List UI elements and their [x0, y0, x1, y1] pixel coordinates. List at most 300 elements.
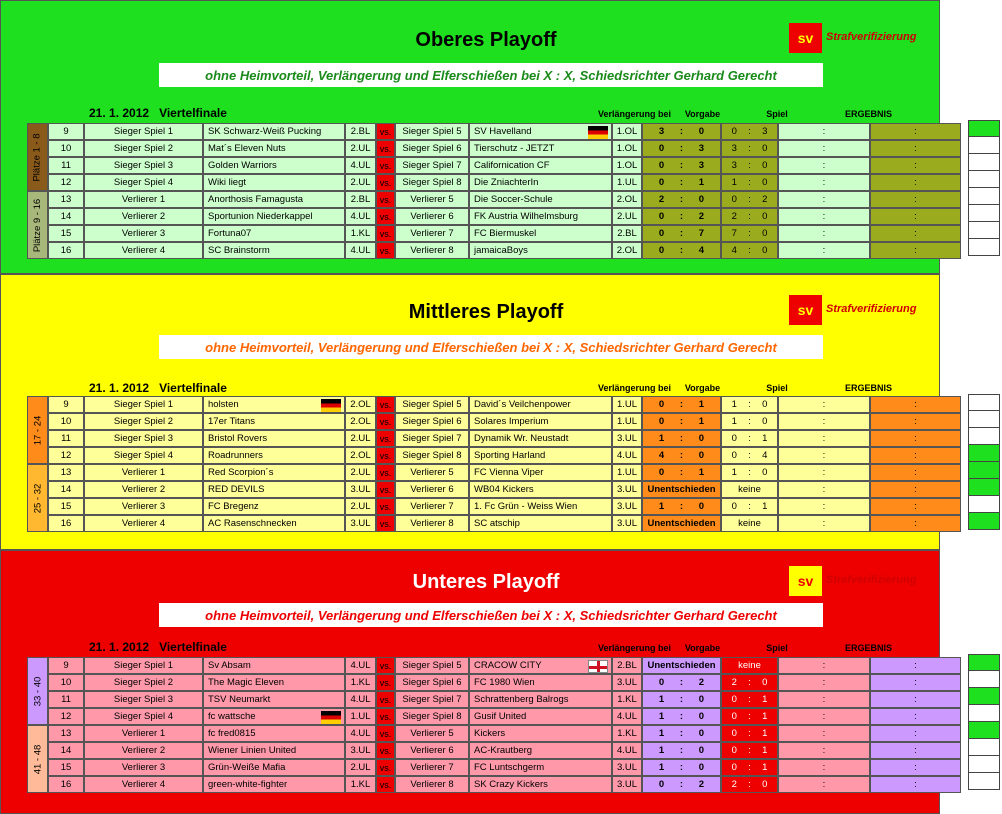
game-score-input[interactable]: : — [778, 396, 870, 413]
team-1-league: 4.UL — [345, 725, 376, 742]
handicap-away: 0 — [762, 245, 768, 256]
status-box[interactable] — [968, 722, 1000, 739]
match-number: 12 — [48, 174, 84, 191]
separator: : — [679, 694, 684, 705]
overtime-away: 0 — [698, 501, 705, 512]
match-row — [48, 481, 961, 498]
status-box[interactable] — [968, 120, 1000, 137]
team-2-name: Tierschutz - JETZT — [469, 140, 612, 157]
team-2-name: Die ZniachterIn — [469, 174, 612, 191]
status-box[interactable] — [968, 496, 1000, 513]
rules-subtitle: ohne Heimvorteil, Verlängerung und Elferschießen bei X : X, Schiedsrichter Gerhard Gerecht — [159, 603, 823, 627]
source-slot-1: Sieger Spiel 3 — [84, 691, 203, 708]
game-score-input[interactable]: : — [778, 776, 870, 793]
source-slot-1: Sieger Spiel 3 — [84, 430, 203, 447]
game-score-input[interactable]: : — [778, 759, 870, 776]
match-row — [48, 157, 961, 174]
match-row — [48, 498, 961, 515]
team-1-league: 2.BL — [345, 191, 376, 208]
handicap-home: 2 — [731, 211, 737, 222]
overtime-condition — [642, 140, 721, 157]
team-1-league: 1.KL — [345, 674, 376, 691]
team-2-name: SV Havelland — [469, 123, 612, 140]
team-2-name: FC Vienna Viper — [469, 464, 612, 481]
match-number: 12 — [48, 708, 84, 725]
overtime-condition — [642, 759, 721, 776]
source-slot-2: Verlierer 5 — [395, 191, 469, 208]
match-number: 11 — [48, 691, 84, 708]
overtime-away: 2 — [698, 677, 705, 688]
sidebar-range-bottom — [27, 725, 48, 793]
team-1-league: 4.UL — [345, 691, 376, 708]
overtime-home: 1 — [658, 501, 665, 512]
source-slot-2: Sieger Spiel 7 — [395, 430, 469, 447]
source-slot-1: Sieger Spiel 2 — [84, 140, 203, 157]
status-box[interactable] — [968, 137, 1000, 154]
result-cell[interactable]: : — [870, 742, 961, 759]
match-row — [48, 464, 961, 481]
handicap-home: 0 — [731, 762, 737, 773]
handicap-home: 1 — [731, 467, 737, 478]
separator: : — [748, 228, 751, 239]
handicap — [721, 464, 778, 481]
handicap-away: 2 — [762, 194, 768, 205]
team-1-name: green-white-fighter — [203, 776, 345, 793]
source-slot-2: Verlierer 7 — [395, 759, 469, 776]
result-cell[interactable]: : — [870, 140, 961, 157]
status-box[interactable] — [968, 222, 1000, 239]
handicap-home: 0 — [731, 728, 737, 739]
game-score-input[interactable]: : — [778, 174, 870, 191]
result-cell[interactable]: : — [870, 413, 961, 430]
status-box[interactable] — [968, 654, 1000, 671]
round-date: 21. 1. 2012 — [89, 106, 150, 120]
handicap — [721, 396, 778, 413]
status-box[interactable] — [968, 513, 1000, 530]
status-box[interactable] — [968, 462, 1000, 479]
result-cell[interactable]: : — [870, 157, 961, 174]
handicap-away: 3 — [762, 126, 768, 137]
game-score-input[interactable]: : — [778, 242, 870, 259]
team-2-league: 3.UL — [612, 776, 642, 793]
overtime-home: 0 — [658, 467, 665, 478]
team-2-league: 3.UL — [612, 515, 642, 532]
source-slot-2: Sieger Spiel 8 — [395, 708, 469, 725]
vs-label: vs. — [376, 430, 395, 447]
status-box[interactable] — [968, 756, 1000, 773]
overtime-home: 1 — [658, 728, 665, 739]
section-title: Mittleres Playoff — [408, 301, 564, 323]
match-number: 14 — [48, 208, 84, 225]
match-number: 9 — [48, 123, 84, 140]
status-box[interactable] — [968, 688, 1000, 705]
team-2-league: 3.UL — [612, 674, 642, 691]
team-1-name: Golden Warriors — [203, 157, 345, 174]
source-slot-2: Verlierer 6 — [395, 208, 469, 225]
game-score-input[interactable]: : — [778, 481, 870, 498]
vs-label: vs. — [376, 123, 395, 140]
match-row — [48, 447, 961, 464]
col-vorgabe: Vorgabe — [684, 383, 721, 393]
overtime-home: 1 — [658, 694, 665, 705]
match-number: 13 — [48, 464, 84, 481]
team-2-league: 1.UL — [612, 396, 642, 413]
overtime-away: 0 — [698, 450, 705, 461]
team-2-name: jamaicaBoys — [469, 242, 612, 259]
team-1-name: Mat´s Eleven Nuts — [203, 140, 345, 157]
sv-label: Strafverifizierung — [826, 303, 917, 315]
result-cell[interactable]: : — [870, 447, 961, 464]
overtime-condition — [642, 157, 721, 174]
vs-label: vs. — [376, 691, 395, 708]
team-2-league: 1.UL — [612, 174, 642, 191]
status-box[interactable] — [968, 411, 1000, 428]
source-slot-2: Verlierer 5 — [395, 464, 469, 481]
source-slot-1: Verlierer 2 — [84, 481, 203, 498]
team-2-league: 3.UL — [612, 430, 642, 447]
handicap — [721, 674, 778, 691]
team-2-name: WB04 Kickers — [469, 481, 612, 498]
sidebar-range-label: 25 - 32 — [32, 483, 44, 513]
source-slot-1: Verlierer 2 — [84, 208, 203, 225]
handicap-away: 1 — [762, 433, 768, 444]
source-slot-1: Sieger Spiel 1 — [84, 396, 203, 413]
team-1-name: 17er Titans — [203, 413, 345, 430]
separator: : — [679, 762, 684, 773]
sidebar-range-label: Plätze 1 - 8 — [32, 132, 43, 182]
separator: : — [748, 745, 751, 756]
match-row — [48, 225, 961, 242]
handicap — [721, 174, 778, 191]
match-row — [48, 430, 961, 447]
separator: : — [679, 399, 684, 410]
game-score-input[interactable]: : — [778, 742, 870, 759]
result-cell[interactable]: : — [870, 123, 961, 140]
game-score-input[interactable]: : — [778, 674, 870, 691]
source-slot-2: Sieger Spiel 6 — [395, 674, 469, 691]
team-1-name: Grün-Weiße Mafia — [203, 759, 345, 776]
overtime-home: 0 — [658, 416, 665, 427]
overtime-away: 1 — [698, 399, 705, 410]
handicap-home: 3 — [731, 143, 737, 154]
result-cell[interactable]: : — [870, 776, 961, 793]
status-box[interactable] — [968, 239, 1000, 256]
overtime-condition — [642, 123, 721, 140]
team-2-league: 3.UL — [612, 498, 642, 515]
game-score-input[interactable]: : — [778, 208, 870, 225]
handicap-away: 0 — [762, 677, 768, 688]
team-2-name: Die Soccer-Schule — [469, 191, 612, 208]
status-box[interactable] — [968, 154, 1000, 171]
source-slot-2: Sieger Spiel 8 — [395, 447, 469, 464]
col-spiel: Spiel — [766, 383, 788, 393]
handicap-home: 0 — [731, 745, 737, 756]
separator: : — [679, 501, 684, 512]
vs-label: vs. — [376, 515, 395, 532]
handicap-away: 1 — [762, 694, 768, 705]
status-box[interactable] — [968, 205, 1000, 222]
separator: : — [748, 160, 751, 171]
game-score-input[interactable]: : — [778, 657, 870, 674]
separator: : — [679, 126, 684, 137]
team-2-league: 1.KL — [612, 725, 642, 742]
overtime-condition — [642, 725, 721, 742]
source-slot-1: Sieger Spiel 2 — [84, 413, 203, 430]
source-slot-2: Verlierer 8 — [395, 242, 469, 259]
source-slot-2: Verlierer 7 — [395, 498, 469, 515]
source-slot-2: Verlierer 6 — [395, 742, 469, 759]
overtime-away: 0 — [698, 694, 705, 705]
handicap — [721, 759, 778, 776]
source-slot-1: Verlierer 4 — [84, 515, 203, 532]
overtime-condition — [642, 191, 721, 208]
team-2-league: 3.UL — [612, 481, 642, 498]
match-row — [48, 242, 961, 259]
separator: : — [748, 762, 751, 773]
game-score-input[interactable]: : — [778, 140, 870, 157]
team-2-league: 1.KL — [612, 691, 642, 708]
handicap: keine — [721, 481, 778, 498]
result-cell[interactable]: : — [870, 498, 961, 515]
team-2-league: 2.BL — [612, 657, 642, 674]
result-cell[interactable]: : — [870, 515, 961, 532]
game-score-input[interactable]: : — [778, 725, 870, 742]
separator: : — [679, 450, 684, 461]
vs-label: vs. — [376, 140, 395, 157]
vs-label: vs. — [376, 396, 395, 413]
game-score-input[interactable]: : — [778, 515, 870, 532]
source-slot-1: Verlierer 4 — [84, 242, 203, 259]
vs-label: vs. — [376, 708, 395, 725]
game-score-input[interactable]: : — [778, 498, 870, 515]
handicap — [721, 157, 778, 174]
overtime-home: 0 — [658, 177, 665, 188]
overtime-home: 0 — [658, 245, 665, 256]
handicap — [721, 742, 778, 759]
match-number: 16 — [48, 776, 84, 793]
result-cell[interactable]: : — [870, 242, 961, 259]
separator: : — [748, 399, 751, 410]
sv-label: Strafverifizierung — [826, 31, 917, 43]
team-1-name: SC Brainstorm — [203, 242, 345, 259]
team-2-name: Kickers — [469, 725, 612, 742]
col-ergebnis: ERGEBNIS — [844, 109, 892, 119]
match-row — [48, 123, 961, 140]
game-score-input[interactable]: : — [778, 447, 870, 464]
team-1-name: RED DEVILS — [203, 481, 345, 498]
playoff-section — [0, 274, 940, 550]
separator: : — [679, 194, 684, 205]
status-box-column — [968, 654, 1000, 790]
result-cell[interactable]: : — [870, 481, 961, 498]
handicap-home: 0 — [731, 711, 737, 722]
separator: : — [679, 467, 684, 478]
result-cell[interactable]: : — [870, 674, 961, 691]
col-verlaengerung: Verlängerung bei — [597, 109, 672, 119]
team-2-name: 1. Fc Grün - Weiss Wien — [469, 498, 612, 515]
handicap-away: 0 — [762, 160, 768, 171]
source-slot-1: Sieger Spiel 1 — [84, 123, 203, 140]
result-cell[interactable]: : — [870, 174, 961, 191]
handicap-away: 0 — [762, 779, 768, 790]
handicap — [721, 191, 778, 208]
match-row — [48, 208, 961, 225]
overtime-home: 0 — [658, 143, 665, 154]
source-slot-2: Sieger Spiel 5 — [395, 657, 469, 674]
result-cell[interactable]: : — [870, 396, 961, 413]
status-box[interactable] — [968, 773, 1000, 790]
overtime-condition: Unentschieden — [642, 657, 721, 674]
match-number: 16 — [48, 242, 84, 259]
status-box[interactable] — [968, 671, 1000, 688]
handicap-away: 4 — [762, 450, 768, 461]
game-score-input[interactable]: : — [778, 225, 870, 242]
overtime-home: 1 — [658, 711, 665, 722]
team-2-league: 1.OL — [612, 123, 642, 140]
vs-label: vs. — [376, 225, 395, 242]
team-2-league: 4.UL — [612, 447, 642, 464]
separator: : — [679, 160, 684, 171]
result-cell[interactable]: : — [870, 225, 961, 242]
team-1-name: Roadrunners — [203, 447, 345, 464]
game-score-input[interactable]: : — [778, 464, 870, 481]
overtime-home: 0 — [658, 677, 665, 688]
sv-logo: sv — [789, 23, 822, 53]
status-box[interactable] — [968, 394, 1000, 411]
team-1-name: Wiki liegt — [203, 174, 345, 191]
round-date: 21. 1. 2012 — [89, 640, 150, 654]
status-box[interactable] — [968, 188, 1000, 205]
handicap-away: 1 — [762, 501, 768, 512]
game-score-input[interactable]: : — [778, 413, 870, 430]
game-score-input[interactable]: : — [778, 691, 870, 708]
team-1-name: fc fred0815 — [203, 725, 345, 742]
separator: : — [748, 711, 751, 722]
team-2-name: Californication CF — [469, 157, 612, 174]
result-cell[interactable]: : — [870, 725, 961, 742]
team-1-name: Sv Absam — [203, 657, 345, 674]
team-2-league: 4.UL — [612, 742, 642, 759]
team-2-league: 2.OL — [612, 242, 642, 259]
status-box-column — [968, 120, 1000, 256]
match-row — [48, 396, 961, 413]
status-box[interactable] — [968, 479, 1000, 496]
overtime-home: 0 — [658, 399, 665, 410]
handicap: keine — [721, 515, 778, 532]
match-number: 14 — [48, 481, 84, 498]
england-flag-icon — [588, 660, 608, 673]
match-row — [48, 515, 961, 532]
source-slot-1: Sieger Spiel 1 — [84, 657, 203, 674]
team-1-league: 2.OL — [345, 413, 376, 430]
round-header — [89, 106, 227, 120]
handicap-away: 0 — [762, 143, 768, 154]
handicap-home: 0 — [731, 194, 737, 205]
game-score-input[interactable]: : — [778, 191, 870, 208]
team-1-name: Sportunion Niederkappel — [203, 208, 345, 225]
team-2-league: 2.OL — [612, 191, 642, 208]
overtime-home: 1 — [658, 433, 665, 444]
game-score-input[interactable]: : — [778, 123, 870, 140]
status-box[interactable] — [968, 739, 1000, 756]
separator: : — [748, 501, 751, 512]
handicap — [721, 430, 778, 447]
separator: : — [748, 779, 751, 790]
handicap: keine — [721, 657, 778, 674]
match-number: 11 — [48, 430, 84, 447]
result-cell[interactable]: : — [870, 191, 961, 208]
separator: : — [748, 143, 751, 154]
overtime-home: 0 — [658, 211, 665, 222]
team-1-league: 1.KL — [345, 776, 376, 793]
overtime-away: 2 — [698, 779, 705, 790]
match-row — [48, 725, 961, 742]
col-spiel: Spiel — [766, 643, 788, 653]
overtime-home: 0 — [658, 160, 665, 171]
handicap — [721, 413, 778, 430]
result-cell[interactable]: : — [870, 464, 961, 481]
rules-subtitle: ohne Heimvorteil, Verlängerung und Elferschießen bei X : X, Schiedsrichter Gerhard Gerecht — [159, 335, 823, 359]
col-ergebnis: ERGEBNIS — [844, 643, 892, 653]
separator: : — [748, 467, 751, 478]
handicap-away: 0 — [762, 416, 768, 427]
overtime-condition — [642, 413, 721, 430]
match-row — [48, 691, 961, 708]
team-1-league: 3.UL — [345, 515, 376, 532]
source-slot-1: Verlierer 4 — [84, 776, 203, 793]
result-cell[interactable]: : — [870, 208, 961, 225]
result-cell[interactable]: : — [870, 691, 961, 708]
team-2-name: Schrattenberg Balrogs — [469, 691, 612, 708]
status-box[interactable] — [968, 428, 1000, 445]
source-slot-1: Verlierer 3 — [84, 759, 203, 776]
separator: : — [748, 416, 751, 427]
overtime-away: 1 — [698, 416, 705, 427]
result-cell[interactable]: : — [870, 708, 961, 725]
overtime-condition — [642, 174, 721, 191]
germany-flag-icon — [321, 399, 341, 412]
col-vorgabe: Vorgabe — [684, 109, 721, 119]
result-cell[interactable]: : — [870, 430, 961, 447]
sv-logo: sv — [789, 566, 822, 596]
separator: : — [679, 143, 684, 154]
team-1-league: 2.UL — [345, 759, 376, 776]
game-score-input[interactable]: : — [778, 708, 870, 725]
handicap-away: 1 — [762, 745, 768, 756]
round-name: Viertelfinale — [159, 106, 227, 120]
team-1-name: fc wattsche — [203, 708, 345, 725]
status-box[interactable] — [968, 171, 1000, 188]
team-1-league: 4.UL — [345, 157, 376, 174]
result-cell[interactable]: : — [870, 759, 961, 776]
status-box-column — [968, 394, 1000, 530]
handicap-home: 1 — [731, 399, 737, 410]
status-box[interactable] — [968, 705, 1000, 722]
sidebar-range-label: 41 - 48 — [32, 744, 44, 774]
overtime-away: 0 — [698, 728, 705, 739]
match-number: 9 — [48, 396, 84, 413]
overtime-away: 0 — [698, 126, 705, 137]
col-verlaengerung: Verlängerung bei — [597, 383, 672, 393]
game-score-input[interactable]: : — [778, 157, 870, 174]
match-number: 11 — [48, 157, 84, 174]
result-cell[interactable]: : — [870, 657, 961, 674]
vs-label: vs. — [376, 657, 395, 674]
source-slot-1: Sieger Spiel 3 — [84, 157, 203, 174]
game-score-input[interactable]: : — [778, 430, 870, 447]
handicap — [721, 691, 778, 708]
status-box[interactable] — [968, 445, 1000, 462]
